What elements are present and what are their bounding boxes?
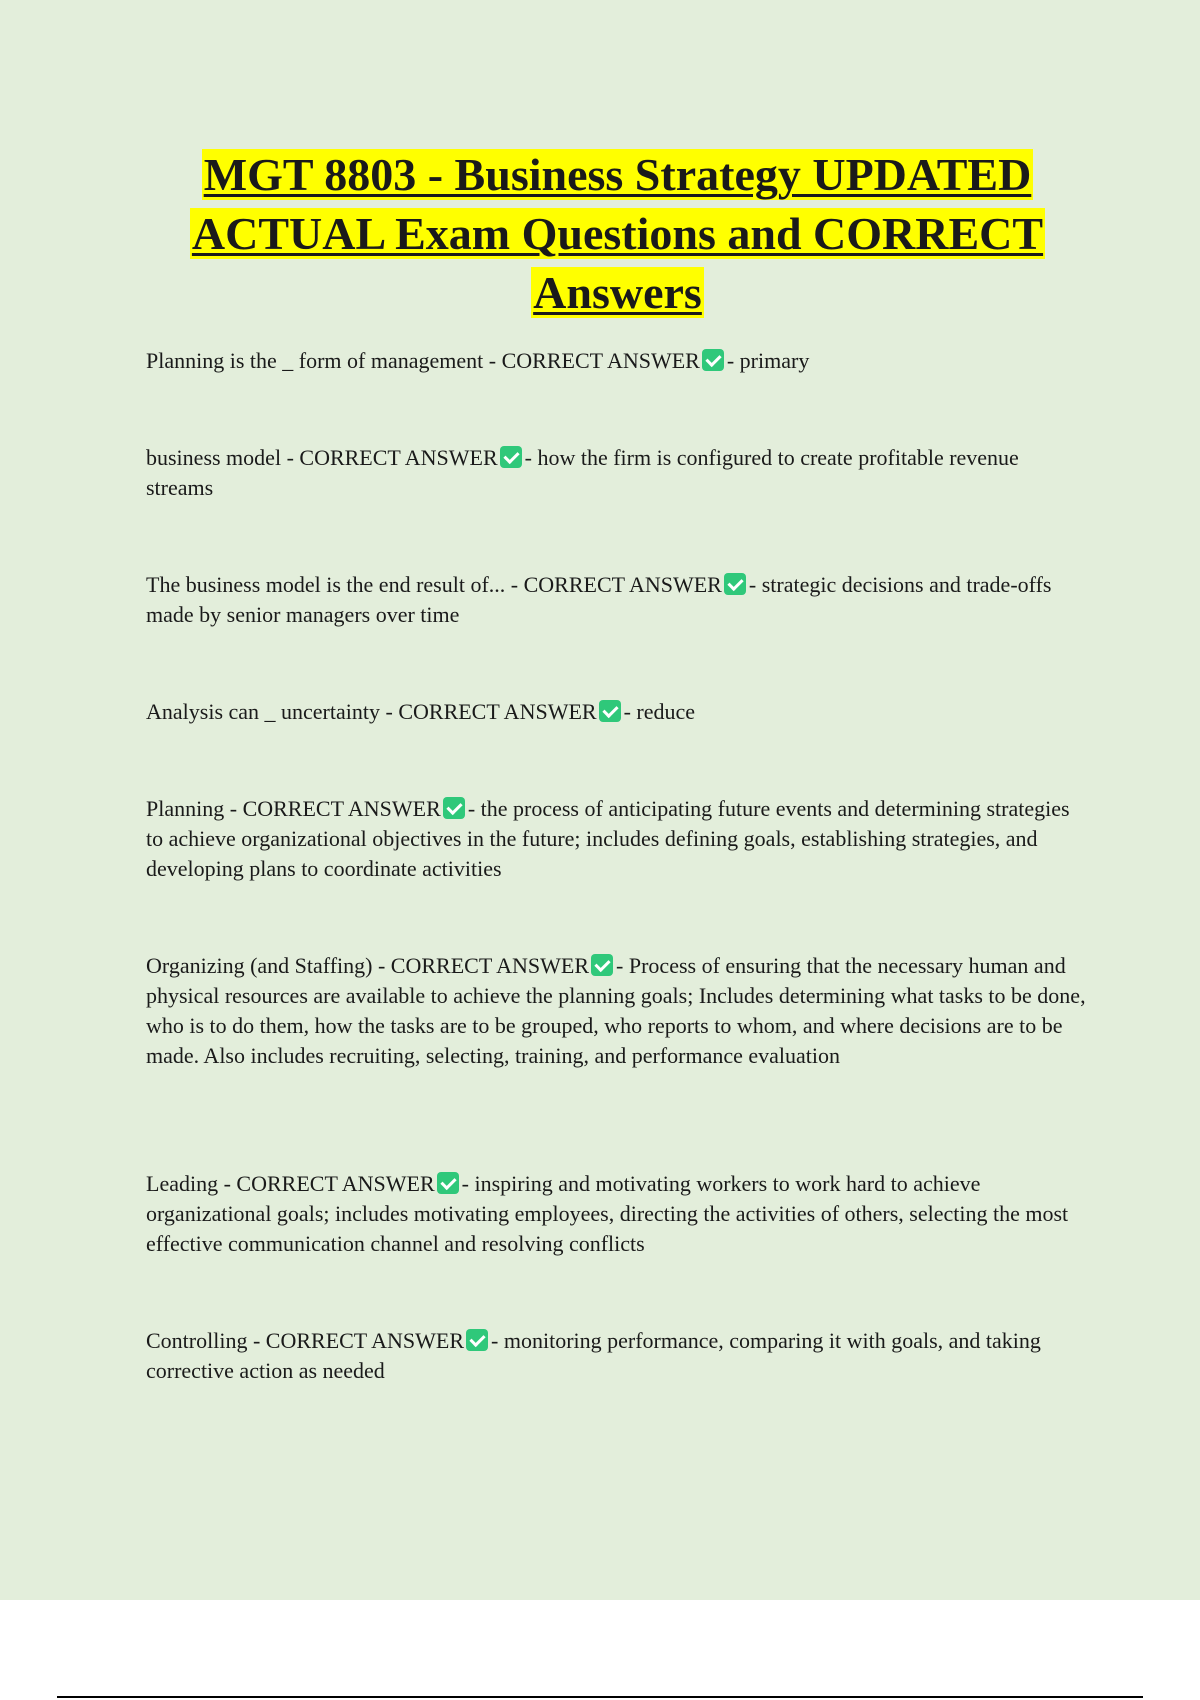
qa-item-3: The business model is the end result of... - CORRECT ANSWER - strategic decisions and trade-offs made by senior managers over time	[146, 572, 1052, 627]
qa-item-4: Analysis can _ uncertainty - CORRECT ANSWER - reduce	[146, 699, 696, 724]
correct-answer-label: CORRECT ANSWER	[501, 348, 700, 373]
qa-item-1: Planning is the _ form of management - CORRECT ANSWER - primary	[146, 348, 810, 373]
correct-answer-label: CORRECT ANSWER	[236, 1171, 435, 1196]
title-highlight: MGT 8803 - Business Strategy UPDATED ACTUAL Exam Questions and CORRECT Answers	[191, 149, 1044, 318]
document-title	[130, 145, 1105, 322]
qa-item-2: business model - CORRECT ANSWER - how the firm is configured to create profitable revenue streams	[146, 445, 1019, 500]
qa-term: The business model is the end result of...	[146, 572, 506, 597]
qa-item-8: Controlling - CORRECT ANSWER - monitoring performance, comparing it with goals, and taking corrective action as needed	[146, 1328, 1041, 1383]
check-icon	[724, 573, 746, 595]
qa-answer: Process of ensuring that the necessary human and physical resources are available to achieve the planning goals; Includes determining what tasks to be done, who is to do them, how the tasks are to be grouped, who reports to whom, and where decisions are to be made. Also includes recruiting, selecting, training, and performance evaluation	[146, 953, 1086, 1068]
qa-term: Leading	[146, 1171, 219, 1196]
check-icon	[437, 1172, 459, 1194]
qa-term: business model	[146, 445, 282, 470]
check-icon	[443, 797, 465, 819]
check-icon	[500, 446, 522, 468]
qa-item-5: Planning - CORRECT ANSWER - the process of anticipating future events and determining strategies to achieve organizational objectives in the future; includes defining goals, establishing strategies, and developing plans to coordinate activities	[146, 796, 1070, 881]
qa-answer: inspiring and motivating workers to work hard to achieve organizational goals; includes motivating employees, directing the activities of others, selecting the most effective communication channel and resolving conflicts	[146, 1171, 1069, 1256]
check-icon	[591, 954, 613, 976]
correct-answer-label: CORRECT ANSWER	[398, 699, 597, 724]
qa-answer: strategic decisions and trade-offs made by senior managers over time	[146, 572, 1052, 627]
qa-answer: how the firm is configured to create profitable revenue streams	[146, 445, 1019, 500]
qa-answer: the process of anticipating future events and determining strategies to achieve organizational objectives in the future; includes defining goals, establishing strategies, and developing plans to coordinate activities	[146, 796, 1070, 881]
correct-answer-label: CORRECT ANSWER	[523, 572, 722, 597]
qa-term: Analysis can _ uncertainty	[146, 699, 380, 724]
qa-item-6: Organizing (and Staffing) - CORRECT ANSWER - Process of ensuring that the necessary human and physical resources are available to achieve the planning goals; Includes determining what tasks to be done, who is to do them, how the tasks are to be grouped, who reports to whom, and where decisions are to be made. Also includes recruiting, selecting, training, and performance evaluation	[146, 953, 1086, 1068]
footer-rule	[57, 1696, 1143, 1698]
qa-item-7: Leading - CORRECT ANSWER - inspiring and motivating workers to work hard to achieve organizational goals; includes motivating employees, directing the activities of others, selecting the most effective communication channel and resolving conflicts	[146, 1171, 1069, 1256]
correct-answer-label: CORRECT ANSWER	[299, 445, 498, 470]
qa-answer: reduce	[636, 699, 696, 724]
qa-answer: monitoring performance, comparing it with goals, and taking corrective action as needed	[146, 1328, 1041, 1383]
check-icon	[466, 1329, 488, 1351]
qa-term: Planning is the _ form of management	[146, 348, 484, 373]
correct-answer-label: CORRECT ANSWER	[242, 796, 441, 821]
check-icon	[599, 700, 621, 722]
qa-term: Controlling	[146, 1328, 248, 1353]
qa-term: Planning	[146, 796, 225, 821]
qa-term: Organizing (and Staffing)	[146, 953, 373, 978]
qa-answer: primary	[739, 348, 810, 373]
check-icon	[702, 349, 724, 371]
correct-answer-label: CORRECT ANSWER	[390, 953, 590, 978]
correct-answer-label: CORRECT ANSWER	[265, 1328, 465, 1353]
